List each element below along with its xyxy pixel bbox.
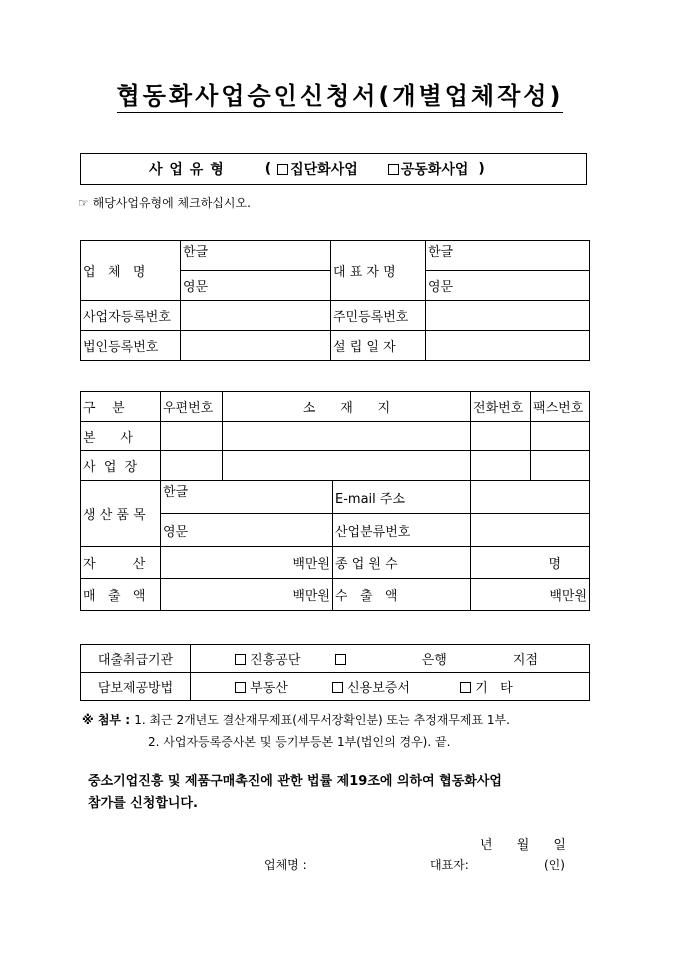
resident-reg-number-field[interactable] bbox=[426, 301, 590, 331]
employees-label: 종 업 원 수 bbox=[333, 547, 471, 579]
seal-mark: (인) bbox=[544, 858, 565, 872]
checkbox-group-business[interactable] bbox=[277, 164, 288, 175]
industry-code-label: 산업분류번호 bbox=[333, 514, 471, 547]
close-paren: ) bbox=[478, 161, 485, 177]
attachments bbox=[82, 709, 510, 753]
col-header-postal: 우편번호 bbox=[161, 392, 223, 422]
checkbox-guarantee[interactable] bbox=[332, 682, 343, 693]
rep-name-label: 대 표 자 명 bbox=[331, 241, 426, 301]
company-name-label: 업 체 명 bbox=[81, 241, 181, 301]
company-sign-label: 업체명 : bbox=[264, 858, 307, 872]
product-label: 생 산 품 목 bbox=[81, 481, 161, 547]
est-date-field[interactable] bbox=[426, 331, 590, 361]
plant-phone-field[interactable] bbox=[471, 451, 531, 481]
declaration bbox=[88, 771, 502, 815]
industry-code-field[interactable] bbox=[471, 514, 590, 547]
est-date-label: 설 립 일 자 bbox=[331, 331, 426, 361]
collateral-label: 담보제공방법 bbox=[81, 673, 191, 701]
col-header-phone: 전화번호 bbox=[471, 392, 531, 422]
email-label: E-mail 주소 bbox=[333, 481, 471, 514]
rep-name-english[interactable]: 영문 bbox=[426, 271, 590, 301]
loan-agency-options bbox=[191, 645, 590, 673]
declaration-line-1: 중소기업진흥 및 제품구매촉진에 관한 법률 제19조에 의하여 협동화사업 bbox=[88, 774, 502, 789]
date-line: 년 월 일 bbox=[480, 838, 566, 853]
checkbox-other[interactable] bbox=[460, 682, 471, 693]
checkbox-jinheung[interactable] bbox=[235, 654, 246, 665]
business-type-box bbox=[80, 153, 587, 185]
col-header-address: 소 재 지 bbox=[223, 392, 471, 422]
row-label-hq: 본 사 bbox=[81, 422, 161, 451]
sales-label: 매 출 액 bbox=[81, 579, 161, 611]
hq-postal-field[interactable] bbox=[161, 422, 223, 451]
row-label-plant: 사 업 장 bbox=[81, 451, 161, 481]
hq-phone-field[interactable] bbox=[471, 422, 531, 451]
plant-postal-field[interactable] bbox=[161, 451, 223, 481]
export-unit[interactable]: 백만원 bbox=[471, 579, 590, 611]
business-type-label: 사 업 유 형 bbox=[149, 162, 225, 178]
col-header-fax: 팩스번호 bbox=[531, 392, 590, 422]
company-name-korean[interactable]: 한글 bbox=[181, 241, 331, 271]
biz-reg-number-field[interactable] bbox=[181, 301, 331, 331]
assets-unit[interactable]: 백만원 bbox=[161, 547, 333, 579]
declaration-line-2: 참가를 신청합니다. bbox=[88, 796, 198, 811]
check-instruction: ☞ 해당사업유형에 체크하십시오. bbox=[78, 196, 251, 210]
biz-reg-number-label: 사업자등록번호 bbox=[81, 301, 181, 331]
guarantee-label: 신용보증서 bbox=[347, 681, 410, 696]
corp-reg-number-label: 법인등록번호 bbox=[81, 331, 181, 361]
option-joint-business-label: 공동화사업 bbox=[400, 162, 469, 178]
attachment-item-2: 2. 사업자등록증사본 및 등기부등본 1부(법인의 경우). 끝. bbox=[148, 735, 451, 749]
realestate-label: 부동산 bbox=[250, 681, 288, 696]
option-group-business-label: 집단화사업 bbox=[290, 162, 358, 178]
loan-table bbox=[80, 644, 590, 701]
rep-sign-label: 대표자: bbox=[430, 858, 469, 872]
hq-fax-field[interactable] bbox=[531, 422, 590, 451]
checkbox-realestate[interactable] bbox=[235, 682, 246, 693]
loan-agency-label: 대출취급기관 bbox=[81, 645, 191, 673]
assets-label: 자 산 bbox=[81, 547, 161, 579]
corp-reg-number-field[interactable] bbox=[181, 331, 331, 361]
email-field[interactable] bbox=[471, 481, 590, 514]
plant-fax-field[interactable] bbox=[531, 451, 590, 481]
sales-unit[interactable]: 백만원 bbox=[161, 579, 333, 611]
open-paren: ( bbox=[264, 161, 272, 177]
col-header-division: 구 분 bbox=[81, 392, 161, 422]
collateral-options bbox=[191, 673, 590, 701]
company-info-table bbox=[80, 240, 590, 361]
jinheung-label: 진흥공단 bbox=[250, 653, 301, 668]
plant-address-field[interactable] bbox=[223, 451, 471, 481]
checkbox-bank[interactable] bbox=[335, 654, 346, 665]
branch-label: 지점 bbox=[512, 653, 539, 668]
page-title bbox=[0, 76, 680, 111]
location-table bbox=[80, 391, 590, 611]
title-text: 협동화사업승인신청서(개별업체작성) bbox=[117, 82, 564, 113]
hq-address-field[interactable] bbox=[223, 422, 471, 451]
product-english-field[interactable]: 영문 bbox=[161, 514, 333, 547]
attachments-mark: ※ 첨부 : bbox=[82, 713, 135, 727]
bank-label: 은행 bbox=[421, 653, 447, 668]
employees-unit[interactable]: 명 bbox=[471, 547, 590, 579]
other-label: 기 타 bbox=[475, 681, 513, 696]
resident-reg-number-label: 주민등록번호 bbox=[331, 301, 426, 331]
product-korean-field[interactable]: 한글 bbox=[161, 481, 333, 514]
company-name-english[interactable]: 영문 bbox=[181, 271, 331, 301]
rep-name-korean[interactable]: 한글 bbox=[426, 241, 590, 271]
checkbox-joint-business[interactable] bbox=[388, 164, 399, 175]
export-label: 수 출 액 bbox=[333, 579, 471, 611]
attachment-item-1: 1. 최근 2개년도 결산재무제표(세무서장확인분) 또는 추정재무제표 1부. bbox=[134, 713, 510, 727]
